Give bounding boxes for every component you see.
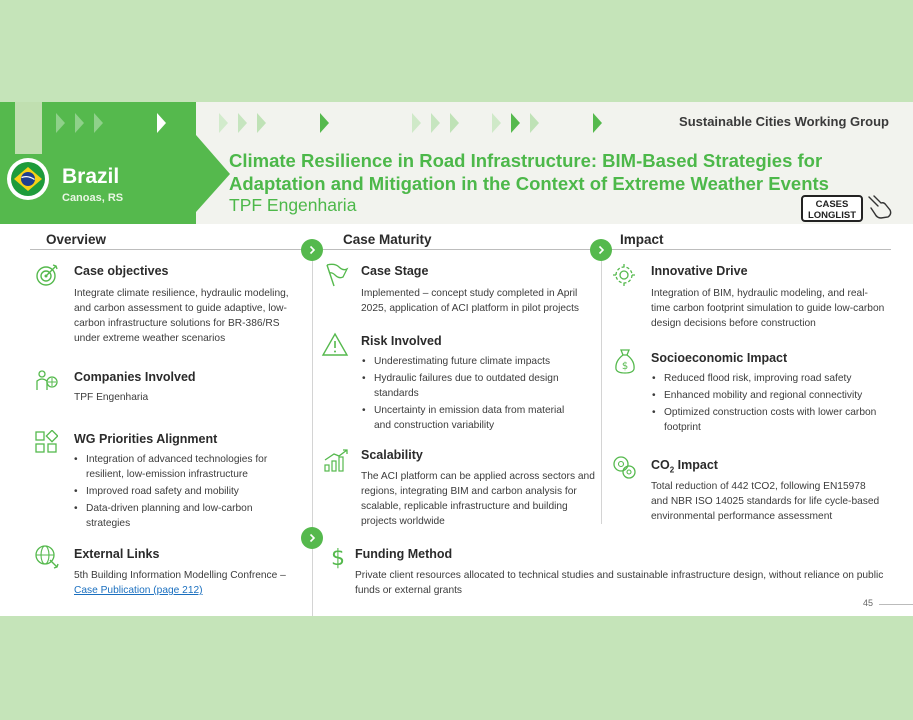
list-item: • Integration of advanced technologies for resilient, low-emission infrastructure [74, 452, 296, 482]
overview-heading: Overview [46, 232, 107, 247]
list-item: • Data-driven planning and low-carbon strategies [74, 501, 296, 531]
city-name: Canoas, RS [62, 192, 124, 204]
target-icon [34, 262, 60, 288]
pointing-hand-icon[interactable] [866, 194, 894, 220]
working-group-label: Sustainable Cities Working Group [679, 114, 889, 129]
scalability-text: The ACI platform can be applied across sectors and regions, integrating BIM and carbon analysis for scalable, replicable infrastructure and building projects worldwide [361, 471, 595, 527]
external-links-label: 5th Building Information Modelling Confrence – [74, 570, 286, 581]
list-item: • Enhanced mobility and regional connectivity [652, 388, 884, 403]
grid-icon [34, 430, 58, 454]
external-links-text [74, 568, 306, 598]
slide [0, 102, 913, 616]
companies-involved-text: TPF Engenharia [74, 392, 149, 403]
chevron-decoration-icon [219, 112, 281, 134]
warning-icon [321, 332, 349, 358]
overview-divider [30, 249, 302, 250]
risk-involved-title: Risk Involved [361, 334, 442, 348]
brazil-flag-icon [7, 158, 49, 200]
scalability-title: Scalability [361, 448, 423, 462]
funding-method-text: Private client resources allocated to technical studies and sustainable infrastructure design, without reliance on public funds or external grants [355, 570, 884, 596]
gear-brain-icon [611, 262, 637, 288]
case-stage-title: Case Stage [361, 264, 429, 278]
co2-impact-label: Impact [674, 458, 718, 472]
innovative-drive-title: Innovative Drive [651, 264, 748, 278]
co2-impact-text: Total reduction of 442 tCO2, following EN15978 and NBR ISO 14025 standards for life cycle-based environmental performance assessment [651, 481, 880, 522]
growth-chart-icon [322, 448, 350, 474]
impact-heading: Impact [620, 232, 664, 247]
country-name: Brazil [62, 165, 120, 188]
co2-icon [611, 454, 637, 480]
chevron-right-icon [590, 239, 612, 261]
money-bag-icon [613, 347, 637, 375]
case-objectives-text: Integrate climate resilience, hydraulic modeling, and carbon assessment to guide adaptive, low-carbon infrastructure solutions for BR-386/RS under extreme weather scenarios [74, 288, 289, 344]
socioeconomic-impact-title: Socioeconomic Impact [651, 351, 788, 365]
svg-text:$: $ [621, 361, 629, 372]
case-title: Climate Resilience in Road Infrastructure: BIM-Based Strategies for Adaptation and Mitigation in the Context of Extreme Weather Events [229, 150, 829, 194]
innovative-drive-text: Integration of BIM, hydraulic modeling, and real-time carbon footprint simulation to guide low-carbon design decisions before construction [651, 288, 885, 329]
co2-label: CO [651, 458, 670, 472]
svg-text:$: $ [331, 546, 345, 570]
column-divider [601, 252, 602, 524]
page-number-line [879, 604, 913, 605]
external-links-title: External Links [74, 547, 160, 561]
case-publication-link[interactable]: Case Publication (page 212) [74, 585, 203, 596]
co2-subscript: 2 [669, 465, 675, 475]
cases-longlist-button[interactable]: CASES LONGLIST [801, 195, 863, 222]
chevron-decoration-icon [157, 112, 169, 134]
globe-link-icon [34, 544, 60, 570]
flag-icon [323, 262, 349, 288]
list-item: • Optimized construction costs with lower carbon footprint [652, 405, 884, 435]
list-item: • Uncertainty in emission data from material and construction variability [362, 403, 582, 433]
chevron-right-icon [301, 527, 323, 549]
list-item: • Hydraulic failures due to outdated design standards [362, 371, 582, 401]
list-item: • Underestimating future climate impacts [362, 354, 582, 369]
list-item: • Improved road safety and mobility [74, 484, 296, 499]
co2-impact-title [651, 458, 718, 475]
case-stage-text: Implemented – concept study completed in April 2025, application of ACI platform in pilot projects [361, 288, 580, 314]
chevron-decoration-icon [593, 112, 605, 134]
chevron-right-icon [301, 239, 323, 261]
companies-involved-title: Companies Involved [74, 370, 196, 384]
list-item: • Reduced flood risk, improving road safety [652, 371, 884, 386]
chevron-decoration-icon [492, 112, 554, 134]
page-number: 45 [862, 598, 873, 608]
case-subtitle: TPF Engenharia [229, 195, 357, 215]
case-maturity-divider [323, 249, 591, 250]
dollar-icon [328, 544, 348, 570]
chevron-decoration-icon [56, 112, 118, 134]
column-divider [312, 252, 313, 616]
people-icon [34, 368, 60, 394]
chevron-decoration-icon [320, 112, 332, 134]
risk-list [362, 354, 582, 435]
impact-divider [602, 249, 891, 250]
funding-method-title: Funding Method [355, 547, 453, 561]
decorative-stripe [15, 102, 42, 154]
case-maturity-heading: Case Maturity [343, 232, 432, 247]
socioeconomic-list [652, 371, 884, 437]
case-objectives-title: Case objectives [74, 264, 169, 278]
wg-priorities-list [74, 452, 296, 533]
wg-priorities-title: WG Priorities Alignment [74, 432, 218, 446]
chevron-decoration-icon [412, 112, 474, 134]
